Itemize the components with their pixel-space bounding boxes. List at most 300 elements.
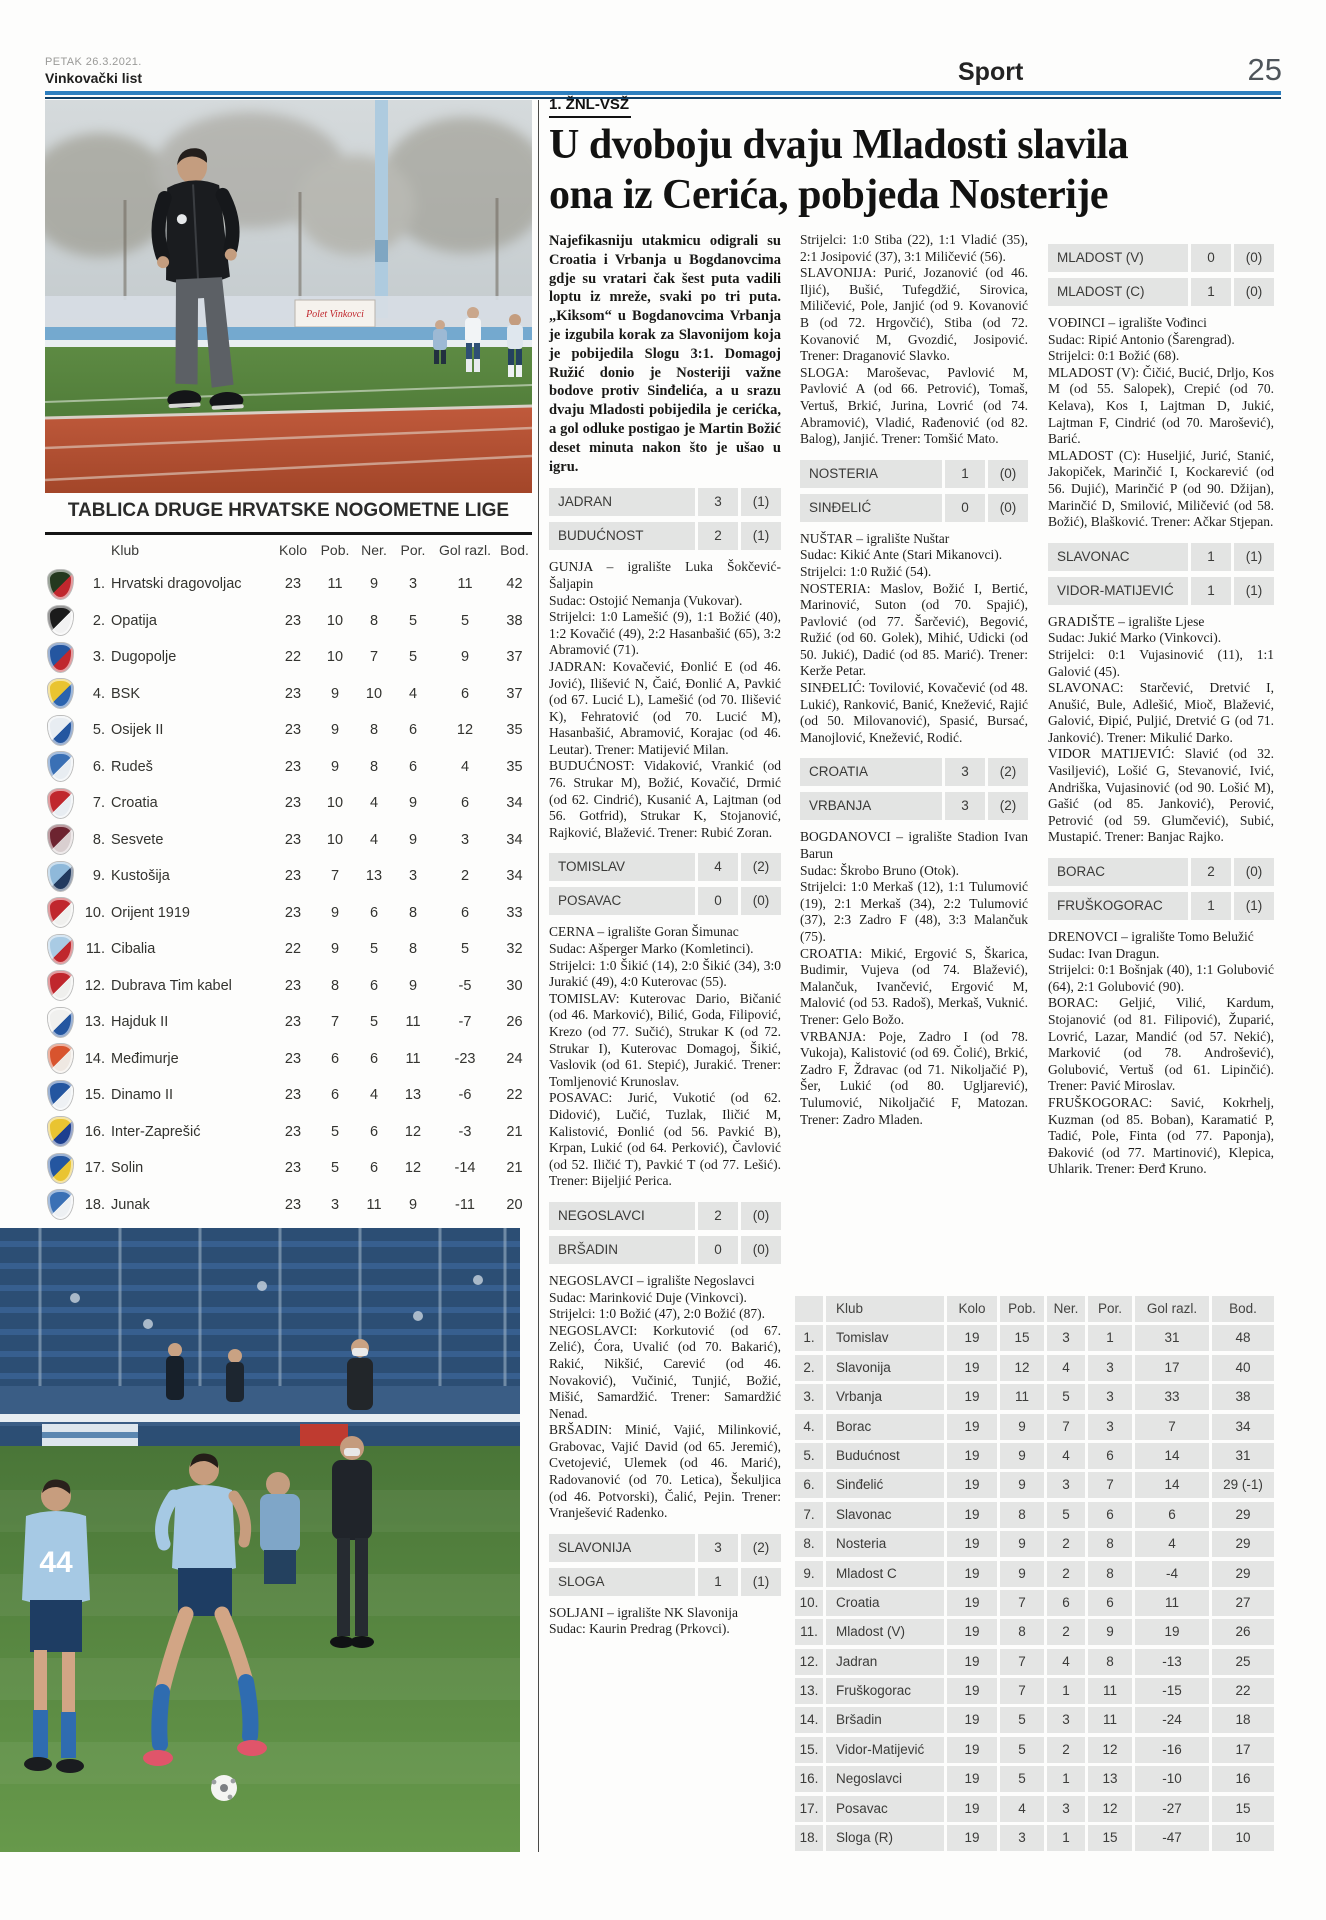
table-cell: -27 [1135,1796,1209,1822]
table-cell: 31 [1135,1325,1209,1351]
club-crest-icon [48,935,73,964]
club-name: Posavac [826,1796,944,1822]
score-halftime: (1) [1234,577,1274,605]
table-cell: 8 [1088,1649,1132,1675]
stat-value: 6 [460,904,470,921]
stat-value: -7 [458,1014,472,1031]
table-cell: 9 [1000,1561,1044,1587]
table-cell: 4 [1047,1649,1085,1675]
table-cell: 19 [947,1443,997,1469]
stat-value: 23 [284,1050,302,1067]
column-header: Gol razl. [1135,1296,1209,1322]
table-cell: 12. [795,1649,823,1675]
club-name: Croatia [111,795,158,812]
body-paragraph: Strijelci: 1:0 Merkaš (12), 1:1 Tulumović (19), 2:1 Merkaš (34), 2:2 Tulumović (37), 2:3 Zadro F (48), 3:3 Malančuk (75). [800,879,1028,944]
score-team: SLAVONIJA [549,1534,695,1562]
table-row [795,1472,1274,1498]
score-halftime: (0) [988,494,1028,522]
table-cell: 7 [1000,1678,1044,1704]
stat-value: 21 [506,1123,523,1140]
stat-value: 9 [330,758,340,775]
stat-value: 4 [369,831,379,848]
score-halftime: (1) [741,1568,781,1596]
row-rank: 11. [85,941,105,958]
stat-value: 23 [284,1014,302,1031]
table-cell: 9 [1000,1531,1044,1557]
table-row [45,1150,532,1187]
table-cell: 16. [795,1766,823,1792]
standings-rule [45,532,532,535]
table-row [45,603,532,640]
table-cell: 7 [1047,1414,1085,1440]
table-row [45,1004,532,1041]
stat-value: 34 [506,831,523,848]
table-cell: 12 [1088,1737,1132,1763]
table-cell: 6 [1088,1502,1132,1528]
stat-value: 26 [506,1014,523,1031]
stat-value: 5 [408,612,418,629]
score-row [549,887,781,915]
stat-value: 10 [326,795,344,812]
table-cell: 16 [1212,1766,1274,1792]
stat-value: 9 [330,941,340,958]
stat-value: 9 [369,576,379,593]
stat-value: 8 [408,941,418,958]
score-halftime: (1) [1234,543,1274,571]
score-goals: 1 [1191,577,1231,605]
stat-value: 7 [330,868,340,885]
score-team: JADRAN [549,488,695,516]
stat-value: -23 [454,1050,476,1067]
club-name: Hrvatski dragovoljac [111,576,242,593]
score-box [1048,858,1274,920]
stat-value: 24 [506,1050,523,1067]
stat-value: 23 [284,612,302,629]
stat-value: 6 [369,904,379,921]
table-cell: 19 [947,1384,997,1410]
club-name: Hajduk II [111,1014,169,1031]
table-cell: 29 [1212,1502,1274,1528]
score-row [1048,543,1274,571]
column-divider [538,100,539,1852]
body-paragraph: Sudac: Ivan Dragun. [1048,945,1160,961]
row-rank: 14. [84,1050,105,1067]
article-headline [549,120,1281,220]
column-header: Kolo [947,1296,997,1322]
stat-value: 6 [330,1087,340,1104]
body-paragraph: DRENOVCI – igralište Tomo Belužić [1048,929,1254,945]
club-name: Rudeš [111,758,153,775]
table-cell: 27 [1212,1590,1274,1616]
stat-value: 20 [506,1196,523,1213]
body-paragraph: SLAVONAC: Starčević, Dretvić I, Anušić, Bule, Adlešić, Mioč, Blažević, Galović, Đipić, Puljić, Dretvić G (od 71. Janković). Trener: Mikulić Darko. [1048,680,1274,745]
stat-value: 6 [460,685,470,702]
score-row [1048,858,1274,886]
stat-value: 23 [284,831,302,848]
stat-value: 6 [408,722,418,739]
row-rank: 17. [84,1160,105,1177]
club-name: Slavonija [826,1355,944,1381]
table-cell: 14 [1135,1443,1209,1469]
table-cell: 11. [795,1619,823,1645]
row-rank: 1. [92,576,105,593]
table-cell: 11 [1088,1678,1132,1704]
stat-value: 6 [460,795,470,812]
club-name: Junak [111,1196,150,1213]
club-name: Dinamo II [111,1087,174,1104]
stat-value: 12 [404,1123,422,1140]
table-cell: 10 [1212,1825,1274,1851]
body-paragraph: MLADOST (C): Huseljić, Jurić, Stanić, Jakopiček, Marinčić I, Kockarević (od 56. Dujić), Marinčić P (od 90. Džijan), Marinčić D, Smilović, Miličević (od 58. Božić), Blašković. Trener: Ačkar Stjepan. [1048,447,1274,530]
running-track [45,406,532,493]
club-name: Sinđelić [826,1472,944,1498]
stat-value: 3 [408,868,418,885]
column-header: Ner. [1047,1296,1085,1322]
row-rank: 10. [84,904,105,921]
score-box [1048,543,1274,605]
table-cell: 19 [947,1531,997,1557]
table-cell: 12 [1000,1355,1044,1381]
club-crest-icon [48,898,73,927]
railing [0,1414,520,1422]
club-crest-icon [48,1154,73,1183]
club-name: Cibalia [111,941,156,958]
club-name: Bršadin [826,1707,944,1733]
stat-value: 37 [506,685,523,702]
table-cell: 3 [1047,1796,1085,1822]
table-row [45,1187,532,1224]
table-cell: 19 [947,1825,997,1851]
table-cell: 40 [1212,1355,1274,1381]
table-cell: 17 [1135,1355,1209,1381]
table-cell: 4 [1047,1443,1085,1469]
score-goals: 3 [945,758,985,786]
table-cell: 8. [795,1531,823,1557]
row-rank: 15. [84,1087,105,1104]
score-row [1048,278,1274,306]
stat-value: -11 [455,1196,475,1213]
stat-value: 38 [506,612,523,629]
stat-value: 5 [408,649,418,666]
score-row [549,1202,781,1230]
table-cell: 1. [795,1325,823,1351]
table-cell: 5 [1000,1707,1044,1733]
table-cell: 3 [1047,1472,1085,1498]
score-box [800,460,1028,522]
stat-value: 23 [284,1123,302,1140]
score-row [800,460,1028,488]
score-goals: 0 [698,887,738,915]
stat-value: 6 [369,1050,379,1067]
stat-value: 8 [369,612,379,629]
row-rank: 2. [92,612,105,629]
score-halftime: (0) [1234,858,1274,886]
club-name: Nosteria [826,1531,944,1557]
club-name: Dubrava Tim kabel [111,977,232,994]
score-team: CROATIA [800,758,942,786]
score-team: FRUŠKOGORAC [1048,892,1188,920]
score-team: TOMISLAV [549,853,695,881]
table-cell: 9 [1000,1472,1044,1498]
stat-value: 9 [460,649,470,666]
body-paragraph: VIDOR MATIJEVIĆ: Slavić (od 32. Vasiljević), Lošić G, Stevanović, Ivić, Andriška, Vujasinović (od 90. Lošić M), Gašić (od 85. Janković), Perović, Petrović (od 59. Glumčević), Subić, Mustapić. Trener: Banjac Rajko. [1048,746,1274,845]
table-cell: 8 [1088,1561,1132,1587]
row-rank: 3. [92,649,105,666]
score-halftime: (0) [1234,244,1274,272]
body-paragraph: SLOGA: Maroševac, Pavlović M, Pavlović A (od 66. Petrović), Tomaš, Vertuš, Brkić, Jurina, Lovrić (od 74. Abramović), Vladić, Rađenović (od 82. Balog), Janjić. Trener: Tomšić Mato. [800,364,1028,447]
stat-value: 6 [369,977,379,994]
table-cell: 6 [1088,1590,1132,1616]
bottom-photo-illustration [0,1228,520,1852]
table-row [795,1502,1274,1528]
table-cell: 11 [1088,1707,1132,1733]
table-cell: 31 [1212,1443,1274,1469]
club-name: Tomislav [826,1325,944,1351]
row-rank: 18. [84,1196,105,1213]
score-goals: 3 [698,1534,738,1562]
stat-value: 22 [506,1087,523,1104]
standings-header [45,542,532,558]
table-cell: 11 [1000,1384,1044,1410]
club-crest-icon [48,752,73,781]
table-cell: 19 [947,1472,997,1498]
row-rank: 13. [84,1014,105,1031]
stat-value: -3 [458,1123,472,1140]
stat-value: 5 [460,941,470,958]
stat-value: 9 [408,977,418,994]
table-row [795,1384,1274,1410]
column-header [795,1296,823,1322]
score-row [1048,577,1274,605]
score-goals: 0 [1191,244,1231,272]
table-cell: 26 [1212,1619,1274,1645]
score-row [549,853,781,881]
header-rule-top [45,91,1281,95]
table-cell: 7 [1000,1649,1044,1675]
body-paragraph: Sudac: Jukić Marko (Vinkovci). [1048,630,1222,646]
page-number: 25 [1247,52,1282,87]
club-name: Solin [111,1160,144,1177]
score-goals: 1 [1191,278,1231,306]
stat-value: -14 [454,1160,476,1177]
club-crest-icon [48,606,73,635]
stat-value: 32 [506,941,523,958]
club-name: Sesvete [111,831,164,848]
stat-value: 5 [330,1123,340,1140]
table-cell: 3. [795,1384,823,1410]
score-team: VRBANJA [800,792,942,820]
table-cell: 7. [795,1502,823,1528]
body-paragraph: TOMISLAV: Kuterovac Dario, Bičanić (od 46. Marković), Bilić, Goda, Filipović, Krezo (od 77. Sučić), Strukar K (od 72. Strukar I), Kuterovac Domagoj, Šikić, Vaslovik (od 61. Stepić), Jurakić. Trener: Tomljenović Krunoslav. [549,990,781,1089]
score-team: SLAVONAC [1048,543,1188,571]
stat-value: 23 [284,1160,302,1177]
stat-value: 8 [330,977,340,994]
stat-value: 13 [404,1087,422,1104]
table-cell: 1 [1047,1825,1085,1851]
score-row [800,494,1028,522]
club-name: Dugopolje [111,649,177,666]
table-cell: 19 [1135,1619,1209,1645]
club-name: Vidor-Matijević [826,1737,944,1763]
body-paragraph: Strijelci: 1:0 Šikić (14), 2:0 Šikić (34), 3:0 Jurakić (49), 4:0 Kuterovac (55). [549,957,781,990]
score-row [800,758,1028,786]
stat-value: 9 [408,1196,418,1213]
column-header-golrazl: Gol razl. [438,542,492,558]
score-box [549,1202,781,1264]
table-cell: 3 [1088,1414,1132,1440]
stat-value: 10 [326,612,344,629]
stat-value: 3 [408,576,418,593]
column-header-klub: Klub [111,542,140,558]
stat-value: 10 [326,831,344,848]
table-cell: 19 [947,1707,997,1733]
column-header-bod: Bod. [500,542,529,558]
table-cell: 38 [1212,1384,1274,1410]
table-row [795,1619,1274,1645]
table-cell: 14 [1135,1472,1209,1498]
table-row [45,895,532,932]
table-cell: 2 [1047,1737,1085,1763]
table-row [45,931,532,968]
table-row [45,676,532,713]
stat-value: 23 [284,722,302,739]
stat-value: 35 [506,758,523,775]
club-crest-icon [48,789,73,818]
table-cell: 5 [1000,1737,1044,1763]
table-cell: 2. [795,1355,823,1381]
score-box [549,488,781,550]
body-paragraph: NOSTERIA: Maslov, Božić I, Bertić, Marinović, Suton (od 70. Spajić), Pavlović (od 77. Šarčević), Begović, Ružić (od 60. Golek), Mihić, Udicki (od 50. Jukić), Dadić (od 85. Marić). Trener: Kerže Petar. [800,580,1028,679]
table-cell: 17 [1212,1737,1274,1763]
column-header: Por. [1088,1296,1132,1322]
stat-value: 4 [369,1087,379,1104]
column-header-por: Por. [400,542,426,558]
score-halftime: (0) [1234,278,1274,306]
stat-value: 3 [330,1196,340,1213]
standings-title: TABLICA DRUGE HRVATSKE NOGOMETNE LIGE [67,500,510,521]
club-name: BSK [111,685,141,702]
score-team: MLADOST (C) [1048,278,1188,306]
table-cell: 7 [1088,1472,1132,1498]
stat-value: 12 [404,1160,422,1177]
score-box [549,853,781,915]
club-crest-icon [48,1190,73,1219]
club-crest-icon [48,1008,73,1037]
table-cell: 8 [1000,1619,1044,1645]
section-label: Sport [958,58,1024,86]
column-header-ner: Ner. [361,542,387,558]
score-team: NEGOSLAVCI [549,1202,695,1230]
club-name: Croatia [826,1590,944,1616]
table-cell: 19 [947,1325,997,1351]
table-row [795,1707,1274,1733]
table-cell: 6. [795,1472,823,1498]
stat-value: 21 [506,1160,523,1177]
body-paragraph: SLAVONIJA: Purić, Jozanović (od 46. Iljić), Bušić, Tufegdžić, Sirovica, Miličević, Pole, Janjić (od 9. Kovanović B (od 72. Hrgovčić), Stiba (od 72. Kovanović M, Gvozdić, Josipović. Trener: Draganović Slavko. [800,265,1028,364]
table-cell: 22 [1212,1678,1274,1704]
table-cell: 19 [947,1355,997,1381]
body-paragraph: BRŠADIN: Minić, Vajić, Milinković, Grabovac, Vajić David (od 65. Jeremić), Cvetojević, Ulemek (od 46. Marić), Radovanović (od 70. Letica), Šekuljica (od 46. Potvorski), Čalić, Pejin. Trener: Vranješević Radenko. [549,1422,781,1521]
pitch-fence [45,327,532,340]
score-goals: 2 [1191,858,1231,886]
table-row [795,1443,1274,1469]
score-goals: 1 [945,460,985,488]
stat-value: 12 [456,722,474,739]
table-cell: 18 [1212,1707,1274,1733]
body-paragraph: NUŠTAR – igralište Nuštar [800,530,950,546]
table-row [795,1561,1274,1587]
table-cell: -4 [1135,1561,1209,1587]
stat-value: 4 [408,685,418,702]
table-cell: 19 [947,1649,997,1675]
table-cell: 15 [1088,1825,1132,1851]
body-paragraph: CROATIA: Mikić, Ergović S, Škarica, Budimir, Vujeva (od 74. Blažević), Malančuk, Ivančević, Ergović M, Malović (od 53. Radoš), Merkaš, Vuknić. Trener: Gelo Božo. [800,945,1028,1027]
club-crest-icon [48,825,73,854]
table-cell: 13. [795,1678,823,1704]
body-paragraph: Strijelci: 1:0 Božić (47), 2:0 Božić (87). [549,1306,765,1322]
body-paragraph: Sudac: Marinković Duje (Vinkovci). [549,1289,747,1305]
stat-value: 6 [369,1123,379,1140]
table-row [795,1737,1274,1763]
headline-line-1: U dvoboju dvaju Mladosti slavila [549,122,1129,168]
stat-value: 23 [284,795,302,812]
table-cell: 9. [795,1561,823,1587]
club-name: Jadran [826,1649,944,1675]
body-paragraph: GRADIŠTE – igralište Ljese [1048,613,1205,629]
score-row [549,1236,781,1264]
score-team: NOSTERIA [800,460,942,488]
club-name: Opatija [111,612,157,629]
body-paragraph: Sudac: Ašperger Marko (Komletinci). [549,941,754,957]
table-cell: 34 [1212,1414,1274,1440]
table-cell: 1 [1047,1678,1085,1704]
table-cell: 4 [1135,1531,1209,1557]
stat-value: -5 [458,977,472,994]
table-row [45,712,532,749]
table-cell: 5 [1047,1502,1085,1528]
score-goals: 4 [698,853,738,881]
score-halftime: (0) [741,1236,781,1264]
score-row [549,1568,781,1596]
score-halftime: (1) [741,522,781,550]
score-team: SINĐELIĆ [800,494,942,522]
stat-value: 5 [369,941,379,958]
table-cell: 12 [1088,1796,1132,1822]
table-cell: -10 [1135,1766,1209,1792]
table-row [795,1355,1274,1381]
score-row [549,522,781,550]
score-goals: 0 [698,1236,738,1264]
table-cell: 19 [947,1590,997,1616]
column-header: Pob. [1000,1296,1044,1322]
table-cell: 3 [1047,1707,1085,1733]
club-name: Kustošija [111,868,170,885]
club-name: Vrbanja [826,1384,944,1410]
stat-value: 5 [369,1014,379,1031]
body-paragraph: Strijelci: 0:1 Vujasinović (11), 1:1 Galović (45). [1048,646,1274,679]
table-cell: 4. [795,1414,823,1440]
stat-value: 8 [369,758,379,775]
table-cell: -16 [1135,1737,1209,1763]
stat-value: 22 [284,941,302,958]
column-header-kolo: Kolo [278,542,308,558]
club-crest-icon [48,1117,73,1146]
score-team: MLADOST (V) [1048,244,1188,272]
score-goals: 0 [945,494,985,522]
table-cell: -15 [1135,1678,1209,1704]
score-row [1048,892,1274,920]
table-cell: 29 (-1) [1212,1472,1274,1498]
